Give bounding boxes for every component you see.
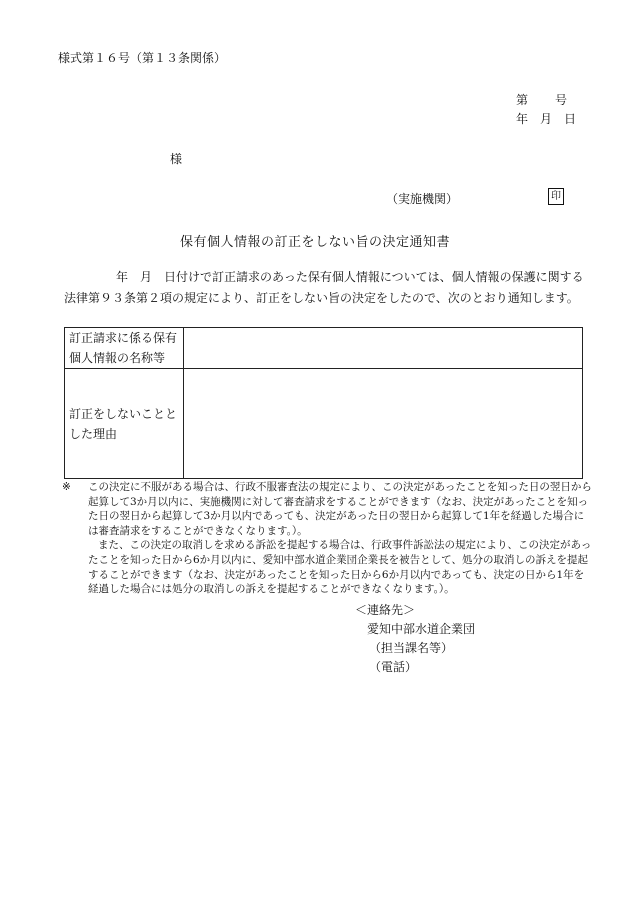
note-appeal-text: この決定に不服がある場合は、行政不服審査法の規定により、この決定があったことを知った日の翌日から起算して3か月以内に、実施機関に対して審査請求をすることができます（なお、決定があったことを知った日の翌日から起算して3か月以内であっても、決定があった日の翌日から起算して1年を経過した場合には審査請求をすることができなくなります。）。 <box>88 481 592 537</box>
contact-organization: 愛知中部水道企業団 <box>367 622 476 636</box>
note-lawsuit: また、この決定の取消しを求める訴訟を提起する場合は、行政事件訴訟法の規定により、この決定があったことを知った日から6か月以内に、愛知中部水道企業団企業長を被告として、処分の取消しの訴えを提起することができます（なお、決定があったことを知った日から6か月以内であっても、決定の日から1年を経過した場合には処分の取消しの訴えを提起することができなくなります。）。 <box>88 539 592 596</box>
notes-section <box>62 480 592 597</box>
form-number: 様式第１６号（第１３条関係） <box>58 51 227 65</box>
seal-mark: 印 <box>548 188 564 205</box>
note-appeal <box>62 480 592 538</box>
table-label-reason: 訂正をしないこととした理由 <box>65 369 184 479</box>
table-label-target-info: 訂正請求に係る保有個人情報の名称等 <box>65 328 184 369</box>
contact-block <box>355 601 475 677</box>
table-value-target-info <box>184 328 583 369</box>
issuer-label: （実施機関） <box>386 192 459 206</box>
body-line-1: 年 月 日付けで訂正請求のあった保有個人情報については、個人情報の保護に関する <box>116 270 584 284</box>
document-date: 年 月 日 <box>516 112 577 126</box>
contact-header: ＜連絡先＞ <box>355 603 416 617</box>
table-value-reason <box>184 369 583 479</box>
table-row <box>65 369 583 479</box>
body-line-2: 法律第９３条第２項の規定により、訂正をしない旨の決定をしたので、次のとおり通知します。 <box>64 291 579 305</box>
contact-phone: （電話） <box>369 660 418 674</box>
addressee-suffix: 様 <box>170 152 183 166</box>
document-title: 保有個人情報の訂正をしない旨の決定通知書 <box>179 235 450 250</box>
note-mark: ※ <box>62 481 71 493</box>
contact-department: （担当課名等） <box>369 641 454 655</box>
body-paragraph <box>64 267 594 309</box>
table-row <box>65 328 583 369</box>
info-table <box>64 327 583 479</box>
document-number: 第 号 <box>516 93 569 107</box>
